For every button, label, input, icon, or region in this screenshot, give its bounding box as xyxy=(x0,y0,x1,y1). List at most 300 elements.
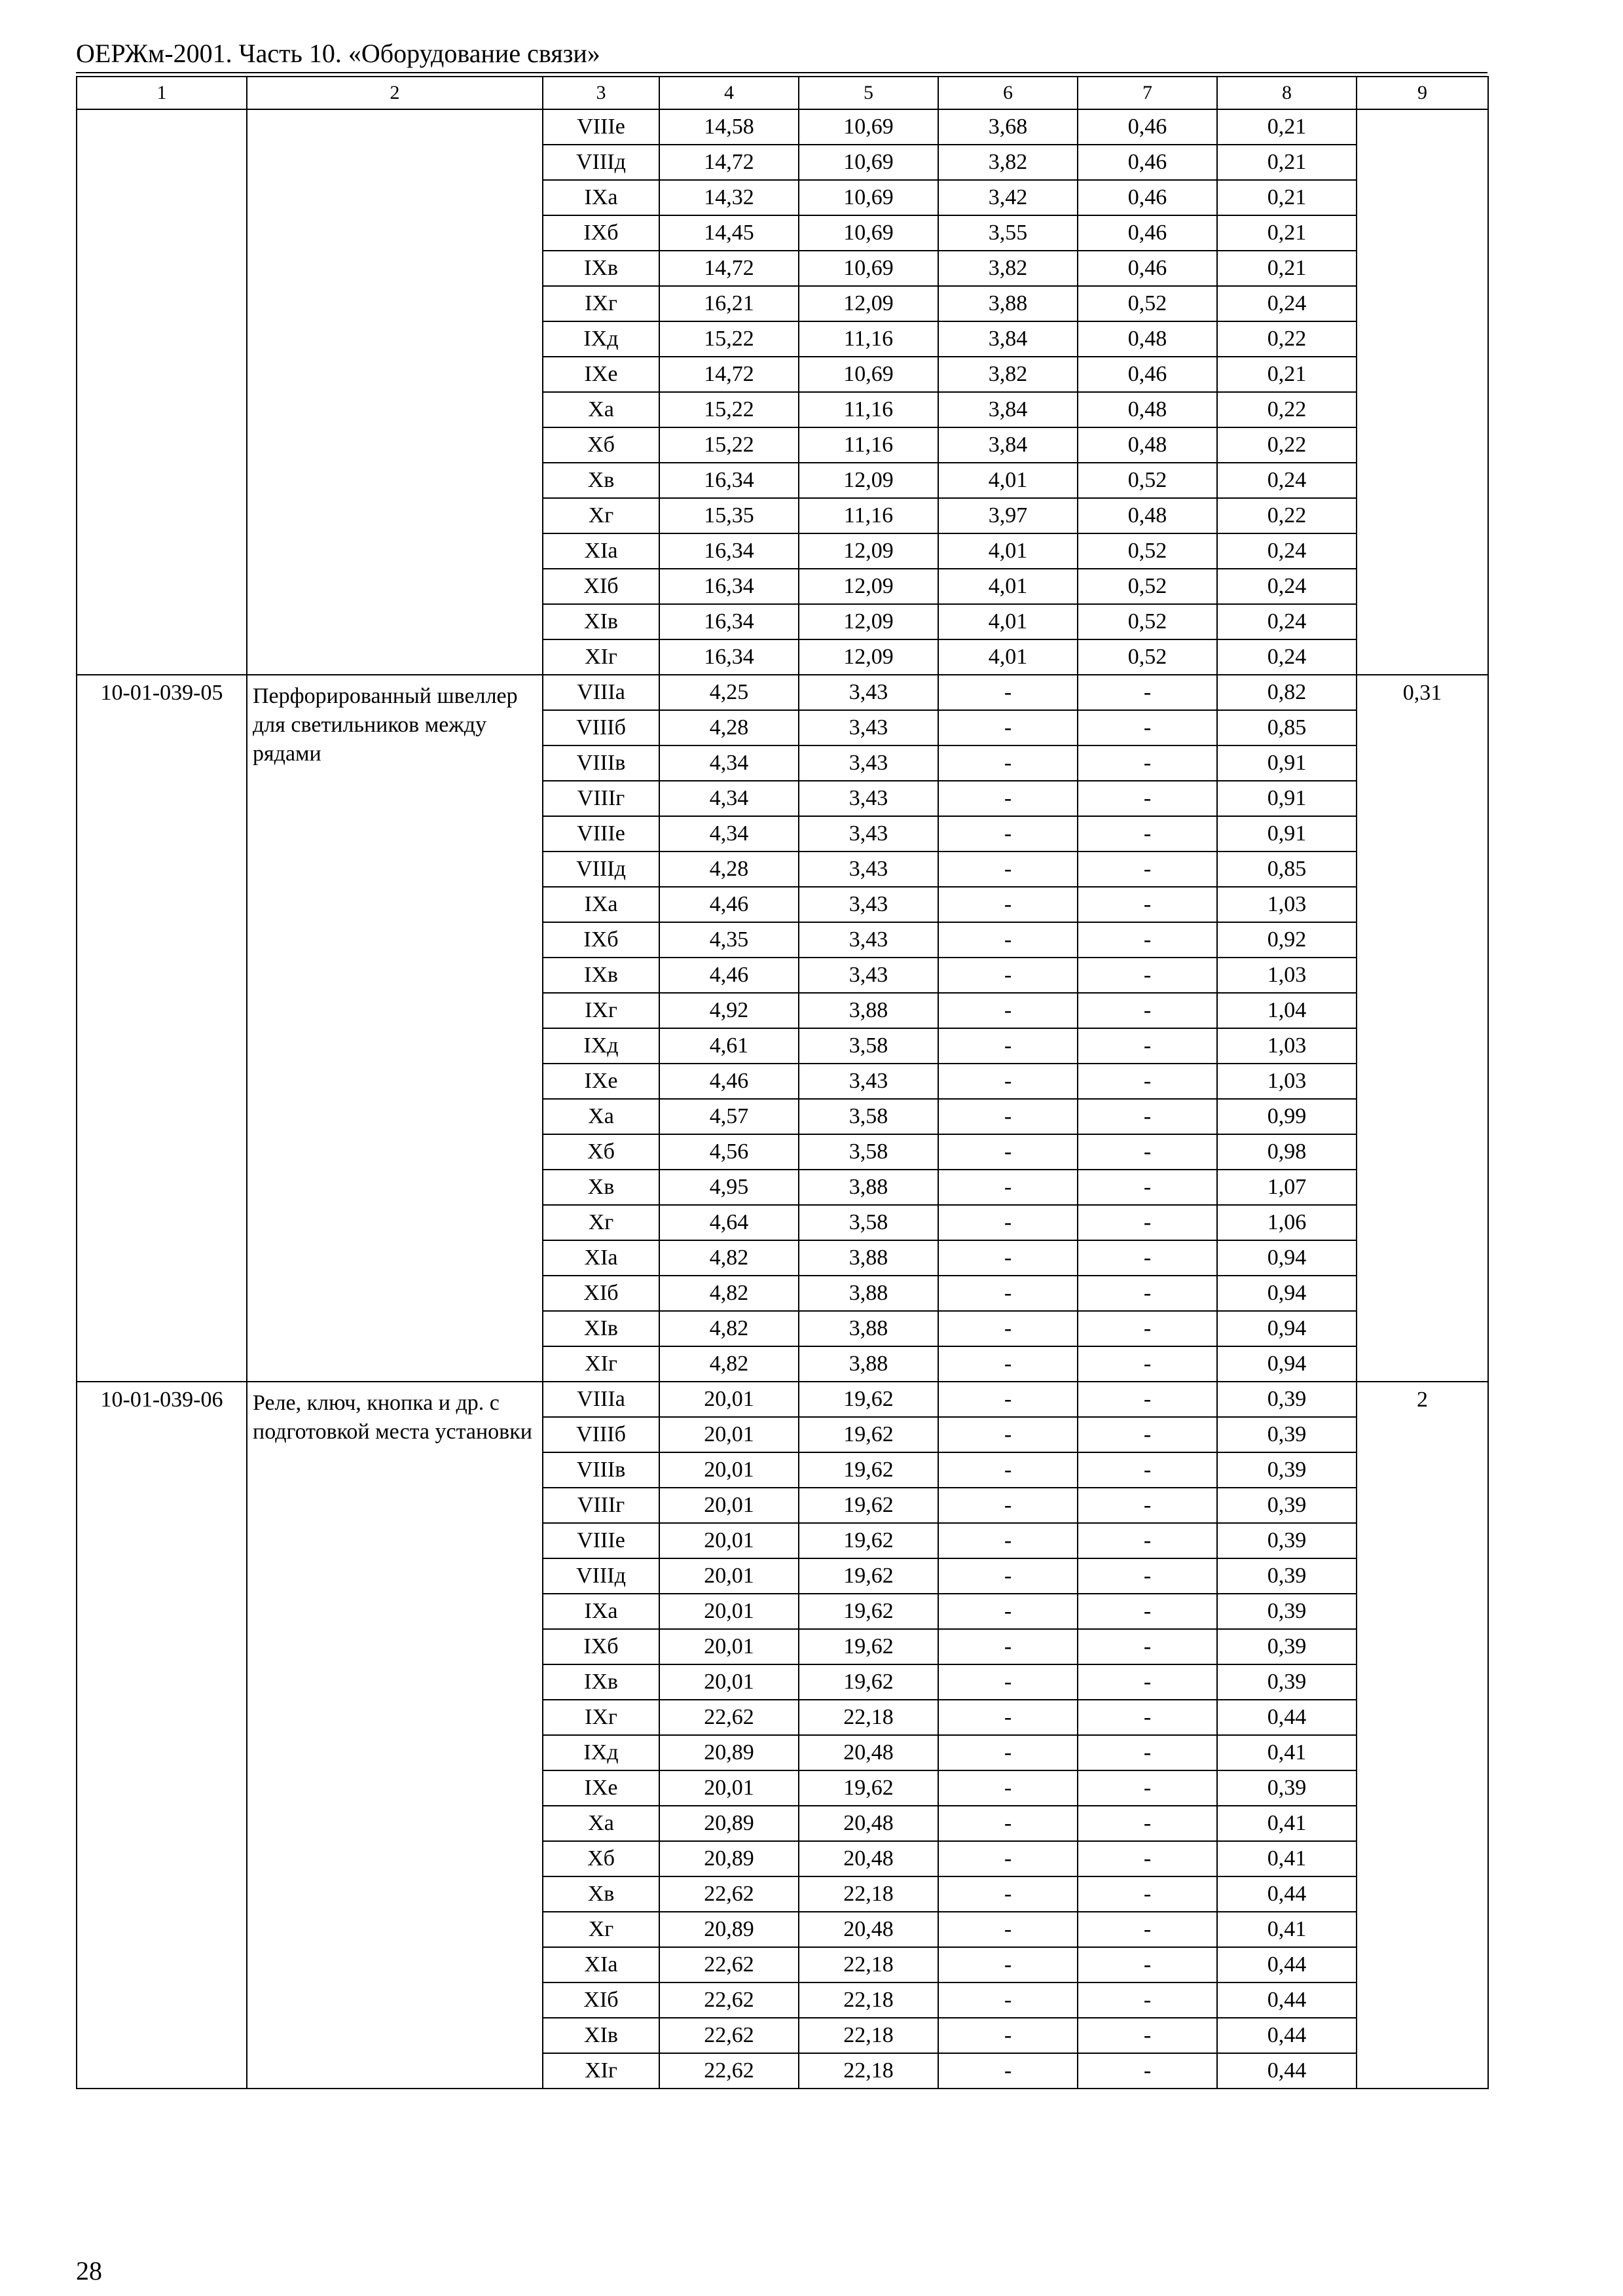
value-col5-cell: 3,58 xyxy=(799,1099,938,1134)
value-col4-cell: 20,89 xyxy=(659,1806,799,1841)
value-col6-cell: - xyxy=(938,2053,1078,2089)
value-col4-cell: 20,01 xyxy=(659,1664,799,1700)
value-col4-cell: 4,82 xyxy=(659,1276,799,1311)
value-col4-cell: 20,01 xyxy=(659,1452,799,1488)
value-col6-cell: - xyxy=(938,1488,1078,1523)
value-col5-cell: 3,58 xyxy=(799,1028,938,1064)
climate-zone-cell: Xб xyxy=(543,1841,659,1876)
climate-zone-cell: XIб xyxy=(543,1982,659,2018)
climate-zone-cell: Xг xyxy=(543,498,659,533)
value-col6-cell: - xyxy=(938,1276,1078,1311)
value-col5-cell: 3,58 xyxy=(799,1134,938,1170)
value-col6-cell: 4,01 xyxy=(938,639,1078,675)
value-col4-cell: 4,46 xyxy=(659,887,799,922)
value-col4-cell: 4,28 xyxy=(659,710,799,745)
climate-zone-cell: VIIIе xyxy=(543,109,659,145)
value-col4-cell: 16,34 xyxy=(659,533,799,569)
value-col7-cell: - xyxy=(1078,1876,1217,1912)
value-col6-cell: - xyxy=(938,1982,1078,2018)
value-col5-cell: 20,48 xyxy=(799,1841,938,1876)
value-col8-cell: 0,21 xyxy=(1217,251,1357,286)
value-col7-cell: - xyxy=(1078,852,1217,887)
value-col6-cell: 3,42 xyxy=(938,180,1078,215)
value-col7-cell: - xyxy=(1078,1205,1217,1240)
value-col6-cell: - xyxy=(938,1028,1078,1064)
climate-zone-cell: IXе xyxy=(543,357,659,392)
climate-zone-cell: IXг xyxy=(543,286,659,321)
value-col4-cell: 16,34 xyxy=(659,463,799,498)
value-col5-cell: 3,43 xyxy=(799,781,938,816)
value-col4-cell: 14,32 xyxy=(659,180,799,215)
value-col7-cell: 0,52 xyxy=(1078,286,1217,321)
material-value-cell: 2 xyxy=(1357,1382,1488,2089)
value-col7-cell: - xyxy=(1078,1134,1217,1170)
value-col7-cell: 0,52 xyxy=(1078,463,1217,498)
climate-zone-cell: Xа xyxy=(543,392,659,427)
value-col7-cell: - xyxy=(1078,887,1217,922)
value-col5-cell: 19,62 xyxy=(799,1523,938,1558)
value-col4-cell: 15,22 xyxy=(659,427,799,463)
value-col8-cell: 0,85 xyxy=(1217,710,1357,745)
value-col8-cell: 0,24 xyxy=(1217,639,1357,675)
value-col7-cell: - xyxy=(1078,1735,1217,1770)
value-col5-cell: 22,18 xyxy=(799,1947,938,1982)
value-col5-cell: 19,62 xyxy=(799,1488,938,1523)
value-col6-cell: 3,68 xyxy=(938,109,1078,145)
climate-zone-cell: IXб xyxy=(543,1629,659,1664)
value-col8-cell: 1,07 xyxy=(1217,1170,1357,1205)
value-col4-cell: 4,34 xyxy=(659,745,799,781)
climate-zone-cell: XIб xyxy=(543,569,659,604)
value-col6-cell: - xyxy=(938,993,1078,1028)
value-col6-cell: - xyxy=(938,816,1078,852)
value-col6-cell: 3,84 xyxy=(938,321,1078,357)
work-description-cell: Перфорированный швеллер для светильников между рядами xyxy=(247,675,543,1382)
value-col6-cell: 3,88 xyxy=(938,286,1078,321)
value-col4-cell: 14,58 xyxy=(659,109,799,145)
value-col4-cell: 22,62 xyxy=(659,1947,799,1982)
value-col7-cell: - xyxy=(1078,1982,1217,2018)
page-header-title: ОЕРЖм-2001. Часть 10. «Оборудование связи» xyxy=(76,39,600,68)
value-col7-cell: - xyxy=(1078,816,1217,852)
value-col7-cell: - xyxy=(1078,1382,1217,1417)
column-number: 3 xyxy=(543,77,659,109)
value-col7-cell: - xyxy=(1078,1912,1217,1947)
climate-zone-cell: XIб xyxy=(543,1276,659,1311)
value-col8-cell: 0,91 xyxy=(1217,816,1357,852)
value-col7-cell: 0,46 xyxy=(1078,215,1217,251)
value-col4-cell: 20,01 xyxy=(659,1417,799,1452)
value-col4-cell: 4,46 xyxy=(659,958,799,993)
value-col7-cell: 0,46 xyxy=(1078,180,1217,215)
value-col5-cell: 22,18 xyxy=(799,2018,938,2053)
value-col8-cell: 0,24 xyxy=(1217,569,1357,604)
value-col7-cell: 0,52 xyxy=(1078,604,1217,639)
value-col8-cell: 0,39 xyxy=(1217,1417,1357,1452)
climate-zone-cell: IXв xyxy=(543,1664,659,1700)
rates-table xyxy=(76,76,1489,2089)
climate-zone-cell: IXв xyxy=(543,251,659,286)
value-col4-cell: 14,72 xyxy=(659,145,799,180)
value-col4-cell: 4,25 xyxy=(659,675,799,710)
value-col6-cell: - xyxy=(938,922,1078,958)
value-col7-cell: - xyxy=(1078,1947,1217,1982)
climate-zone-cell: VIIIв xyxy=(543,1452,659,1488)
value-col5-cell: 22,18 xyxy=(799,2053,938,2089)
value-col4-cell: 4,61 xyxy=(659,1028,799,1064)
value-col7-cell: - xyxy=(1078,1240,1217,1276)
value-col7-cell: - xyxy=(1078,1770,1217,1806)
value-col5-cell: 12,09 xyxy=(799,463,938,498)
value-col4-cell: 20,01 xyxy=(659,1488,799,1523)
value-col4-cell: 16,21 xyxy=(659,286,799,321)
table-row xyxy=(77,675,1488,710)
value-col5-cell: 19,62 xyxy=(799,1594,938,1629)
value-col8-cell: 0,41 xyxy=(1217,1841,1357,1876)
value-col4-cell: 4,34 xyxy=(659,781,799,816)
value-col8-cell: 0,24 xyxy=(1217,463,1357,498)
value-col8-cell: 1,03 xyxy=(1217,1028,1357,1064)
value-col6-cell: - xyxy=(938,1205,1078,1240)
value-col8-cell: 0,41 xyxy=(1217,1806,1357,1841)
value-col5-cell: 19,62 xyxy=(799,1629,938,1664)
value-col6-cell: - xyxy=(938,887,1078,922)
value-col8-cell: 0,94 xyxy=(1217,1276,1357,1311)
work-description-cell xyxy=(247,109,543,675)
value-col4-cell: 20,89 xyxy=(659,1912,799,1947)
work-description-cell: Реле, ключ, кнопка и др. с подготовкой места установки xyxy=(247,1382,543,2089)
climate-zone-cell: IXа xyxy=(543,180,659,215)
value-col7-cell: 0,46 xyxy=(1078,109,1217,145)
value-col7-cell: 0,46 xyxy=(1078,145,1217,180)
climate-zone-cell: VIIIе xyxy=(543,1523,659,1558)
value-col4-cell: 20,01 xyxy=(659,1594,799,1629)
value-col7-cell: - xyxy=(1078,1594,1217,1629)
value-col5-cell: 3,43 xyxy=(799,922,938,958)
value-col4-cell: 4,56 xyxy=(659,1134,799,1170)
climate-zone-cell: Xг xyxy=(543,1205,659,1240)
value-col7-cell: - xyxy=(1078,1488,1217,1523)
value-col6-cell: - xyxy=(938,1664,1078,1700)
rate-code-cell: 10-01-039-05 xyxy=(77,675,247,1382)
value-col7-cell: - xyxy=(1078,958,1217,993)
value-col5-cell: 22,18 xyxy=(799,1700,938,1735)
value-col8-cell: 0,39 xyxy=(1217,1488,1357,1523)
value-col8-cell: 0,22 xyxy=(1217,498,1357,533)
value-col6-cell: 4,01 xyxy=(938,604,1078,639)
value-col8-cell: 0,94 xyxy=(1217,1311,1357,1346)
value-col6-cell: - xyxy=(938,1594,1078,1629)
value-col7-cell: - xyxy=(1078,745,1217,781)
value-col4-cell: 4,64 xyxy=(659,1205,799,1240)
material-value-cell: 0,31 xyxy=(1357,675,1488,1382)
value-col4-cell: 4,34 xyxy=(659,816,799,852)
climate-zone-cell: XIа xyxy=(543,1240,659,1276)
climate-zone-cell: VIIIб xyxy=(543,1417,659,1452)
value-col6-cell: - xyxy=(938,1841,1078,1876)
value-col4-cell: 20,89 xyxy=(659,1735,799,1770)
value-col5-cell: 19,62 xyxy=(799,1417,938,1452)
climate-zone-cell: IXа xyxy=(543,1594,659,1629)
value-col8-cell: 0,39 xyxy=(1217,1382,1357,1417)
value-col4-cell: 15,22 xyxy=(659,392,799,427)
climate-zone-cell: IXг xyxy=(543,1700,659,1735)
value-col7-cell: - xyxy=(1078,1841,1217,1876)
value-col7-cell: 0,52 xyxy=(1078,533,1217,569)
value-col8-cell: 1,03 xyxy=(1217,887,1357,922)
value-col8-cell: 0,92 xyxy=(1217,922,1357,958)
value-col5-cell: 3,88 xyxy=(799,1240,938,1276)
climate-zone-cell: IXа xyxy=(543,887,659,922)
value-col5-cell: 20,48 xyxy=(799,1806,938,1841)
value-col6-cell: - xyxy=(938,1735,1078,1770)
value-col6-cell: 3,84 xyxy=(938,427,1078,463)
value-col5-cell: 3,88 xyxy=(799,1346,938,1382)
value-col6-cell: - xyxy=(938,1346,1078,1382)
value-col8-cell: 0,39 xyxy=(1217,1594,1357,1629)
value-col5-cell: 3,43 xyxy=(799,852,938,887)
climate-zone-cell: IXд xyxy=(543,1028,659,1064)
value-col6-cell: - xyxy=(938,1806,1078,1841)
value-col7-cell: - xyxy=(1078,1170,1217,1205)
value-col5-cell: 12,09 xyxy=(799,639,938,675)
value-col4-cell: 15,35 xyxy=(659,498,799,533)
climate-zone-cell: XIг xyxy=(543,1346,659,1382)
value-col7-cell: - xyxy=(1078,1099,1217,1134)
value-col5-cell: 12,09 xyxy=(799,604,938,639)
value-col8-cell: 0,39 xyxy=(1217,1629,1357,1664)
value-col7-cell: 0,48 xyxy=(1078,498,1217,533)
value-col5-cell: 3,43 xyxy=(799,675,938,710)
value-col8-cell: 0,39 xyxy=(1217,1664,1357,1700)
value-col8-cell: 0,39 xyxy=(1217,1452,1357,1488)
climate-zone-cell: IXе xyxy=(543,1770,659,1806)
climate-zone-cell: XIг xyxy=(543,639,659,675)
value-col8-cell: 0,44 xyxy=(1217,2053,1357,2089)
value-col6-cell: - xyxy=(938,1770,1078,1806)
value-col4-cell: 16,34 xyxy=(659,639,799,675)
value-col8-cell: 0,39 xyxy=(1217,1558,1357,1594)
value-col8-cell: 0,82 xyxy=(1217,675,1357,710)
value-col5-cell: 3,43 xyxy=(799,958,938,993)
value-col4-cell: 4,82 xyxy=(659,1311,799,1346)
value-col5-cell: 3,43 xyxy=(799,710,938,745)
climate-zone-cell: XIа xyxy=(543,1947,659,1982)
value-col7-cell: - xyxy=(1078,1700,1217,1735)
column-number: 7 xyxy=(1078,77,1217,109)
value-col4-cell: 20,01 xyxy=(659,1629,799,1664)
value-col5-cell: 10,69 xyxy=(799,251,938,286)
value-col4-cell: 16,34 xyxy=(659,569,799,604)
value-col8-cell: 0,22 xyxy=(1217,392,1357,427)
value-col8-cell: 0,39 xyxy=(1217,1770,1357,1806)
value-col5-cell: 3,43 xyxy=(799,1064,938,1099)
table-row xyxy=(77,109,1488,145)
value-col6-cell: - xyxy=(938,1558,1078,1594)
value-col5-cell: 10,69 xyxy=(799,180,938,215)
climate-zone-cell: VIIIе xyxy=(543,816,659,852)
value-col6-cell: - xyxy=(938,710,1078,745)
value-col7-cell: 0,52 xyxy=(1078,569,1217,604)
climate-zone-cell: VIIIв xyxy=(543,745,659,781)
value-col8-cell: 0,21 xyxy=(1217,180,1357,215)
value-col6-cell: - xyxy=(938,1629,1078,1664)
climate-zone-cell: IXе xyxy=(543,1064,659,1099)
value-col8-cell: 0,24 xyxy=(1217,286,1357,321)
value-col7-cell: - xyxy=(1078,1523,1217,1558)
value-col7-cell: 0,48 xyxy=(1078,321,1217,357)
value-col5-cell: 19,62 xyxy=(799,1452,938,1488)
climate-zone-cell: VIIIг xyxy=(543,781,659,816)
value-col5-cell: 3,88 xyxy=(799,1311,938,1346)
value-col6-cell: - xyxy=(938,1064,1078,1099)
value-col8-cell: 0,91 xyxy=(1217,745,1357,781)
value-col7-cell: - xyxy=(1078,2053,1217,2089)
value-col5-cell: 11,16 xyxy=(799,321,938,357)
value-col8-cell: 1,06 xyxy=(1217,1205,1357,1240)
value-col5-cell: 10,69 xyxy=(799,109,938,145)
value-col6-cell: 4,01 xyxy=(938,569,1078,604)
column-number: 9 xyxy=(1357,77,1488,109)
value-col7-cell: 0,46 xyxy=(1078,357,1217,392)
value-col8-cell: 0,91 xyxy=(1217,781,1357,816)
value-col6-cell: - xyxy=(938,1134,1078,1170)
value-col8-cell: 0,94 xyxy=(1217,1240,1357,1276)
table-body xyxy=(77,77,1488,2089)
value-col8-cell: 0,41 xyxy=(1217,1912,1357,1947)
value-col5-cell: 10,69 xyxy=(799,215,938,251)
value-col6-cell: - xyxy=(938,1170,1078,1205)
value-col6-cell: - xyxy=(938,675,1078,710)
value-col6-cell: 4,01 xyxy=(938,463,1078,498)
climate-zone-cell: Xб xyxy=(543,1134,659,1170)
value-col8-cell: 0,44 xyxy=(1217,1982,1357,2018)
value-col6-cell: 3,82 xyxy=(938,251,1078,286)
value-col8-cell: 0,94 xyxy=(1217,1346,1357,1382)
value-col7-cell: - xyxy=(1078,922,1217,958)
value-col6-cell: - xyxy=(938,1099,1078,1134)
climate-zone-cell: VIIIб xyxy=(543,710,659,745)
climate-zone-cell: VIIIд xyxy=(543,852,659,887)
value-col5-cell: 19,62 xyxy=(799,1558,938,1594)
value-col7-cell: - xyxy=(1078,2018,1217,2053)
value-col7-cell: - xyxy=(1078,993,1217,1028)
column-number: 2 xyxy=(247,77,543,109)
value-col7-cell: - xyxy=(1078,1629,1217,1664)
value-col7-cell: - xyxy=(1078,1276,1217,1311)
value-col8-cell: 1,04 xyxy=(1217,993,1357,1028)
value-col4-cell: 14,72 xyxy=(659,357,799,392)
value-col5-cell: 12,09 xyxy=(799,286,938,321)
value-col7-cell: - xyxy=(1078,1064,1217,1099)
value-col5-cell: 19,62 xyxy=(799,1770,938,1806)
value-col5-cell: 3,43 xyxy=(799,745,938,781)
value-col4-cell: 4,82 xyxy=(659,1346,799,1382)
value-col6-cell: 4,01 xyxy=(938,533,1078,569)
value-col5-cell: 12,09 xyxy=(799,533,938,569)
climate-zone-cell: Xа xyxy=(543,1806,659,1841)
value-col4-cell: 20,01 xyxy=(659,1382,799,1417)
value-col6-cell: - xyxy=(938,1912,1078,1947)
value-col4-cell: 15,22 xyxy=(659,321,799,357)
climate-zone-cell: Xа xyxy=(543,1099,659,1134)
value-col5-cell: 11,16 xyxy=(799,427,938,463)
value-col7-cell: - xyxy=(1078,1806,1217,1841)
climate-zone-cell: XIв xyxy=(543,2018,659,2053)
value-col5-cell: 3,88 xyxy=(799,993,938,1028)
value-col6-cell: - xyxy=(938,958,1078,993)
rate-code-cell xyxy=(77,109,247,675)
value-col8-cell: 0,21 xyxy=(1217,145,1357,180)
value-col4-cell: 20,01 xyxy=(659,1558,799,1594)
value-col6-cell: 3,82 xyxy=(938,357,1078,392)
value-col5-cell: 10,69 xyxy=(799,145,938,180)
value-col8-cell: 1,03 xyxy=(1217,958,1357,993)
climate-zone-cell: IXб xyxy=(543,922,659,958)
column-number: 4 xyxy=(659,77,799,109)
value-col5-cell: 22,18 xyxy=(799,1876,938,1912)
value-col5-cell: 3,58 xyxy=(799,1205,938,1240)
value-col4-cell: 22,62 xyxy=(659,1700,799,1735)
value-col4-cell: 4,92 xyxy=(659,993,799,1028)
climate-zone-cell: XIв xyxy=(543,604,659,639)
climate-zone-cell: Xв xyxy=(543,1170,659,1205)
value-col7-cell: - xyxy=(1078,1311,1217,1346)
value-col5-cell: 3,88 xyxy=(799,1170,938,1205)
value-col7-cell: - xyxy=(1078,781,1217,816)
value-col5-cell: 3,43 xyxy=(799,816,938,852)
value-col6-cell: - xyxy=(938,1523,1078,1558)
climate-zone-cell: VIIIа xyxy=(543,675,659,710)
value-col5-cell: 20,48 xyxy=(799,1735,938,1770)
value-col6-cell: 3,55 xyxy=(938,215,1078,251)
climate-zone-cell: IXд xyxy=(543,321,659,357)
value-col8-cell: 0,21 xyxy=(1217,357,1357,392)
climate-zone-cell: IXб xyxy=(543,215,659,251)
value-col4-cell: 4,82 xyxy=(659,1240,799,1276)
value-col5-cell: 3,88 xyxy=(799,1276,938,1311)
value-col8-cell: 0,24 xyxy=(1217,533,1357,569)
climate-zone-cell: IXд xyxy=(543,1735,659,1770)
value-col6-cell: 3,82 xyxy=(938,145,1078,180)
value-col8-cell: 0,44 xyxy=(1217,2018,1357,2053)
column-number: 8 xyxy=(1217,77,1357,109)
value-col7-cell: 0,46 xyxy=(1078,251,1217,286)
value-col7-cell: - xyxy=(1078,675,1217,710)
value-col4-cell: 4,35 xyxy=(659,922,799,958)
value-col4-cell: 22,62 xyxy=(659,2018,799,2053)
climate-zone-cell: VIIIа xyxy=(543,1382,659,1417)
value-col4-cell: 22,62 xyxy=(659,2053,799,2089)
value-col7-cell: - xyxy=(1078,1452,1217,1488)
value-col7-cell: - xyxy=(1078,1417,1217,1452)
value-col4-cell: 20,01 xyxy=(659,1770,799,1806)
page-number: 28 xyxy=(76,2256,102,2286)
value-col5-cell: 3,43 xyxy=(799,887,938,922)
column-number: 5 xyxy=(799,77,938,109)
value-col6-cell: - xyxy=(938,1382,1078,1417)
column-number-row xyxy=(77,77,1488,109)
climate-zone-cell: VIIIг xyxy=(543,1488,659,1523)
value-col8-cell: 0,22 xyxy=(1217,427,1357,463)
value-col7-cell: - xyxy=(1078,710,1217,745)
rate-code-cell: 10-01-039-06 xyxy=(77,1382,247,2089)
value-col6-cell: - xyxy=(938,2018,1078,2053)
value-col5-cell: 10,69 xyxy=(799,357,938,392)
value-col6-cell: - xyxy=(938,1311,1078,1346)
value-col5-cell: 11,16 xyxy=(799,498,938,533)
value-col6-cell: - xyxy=(938,852,1078,887)
